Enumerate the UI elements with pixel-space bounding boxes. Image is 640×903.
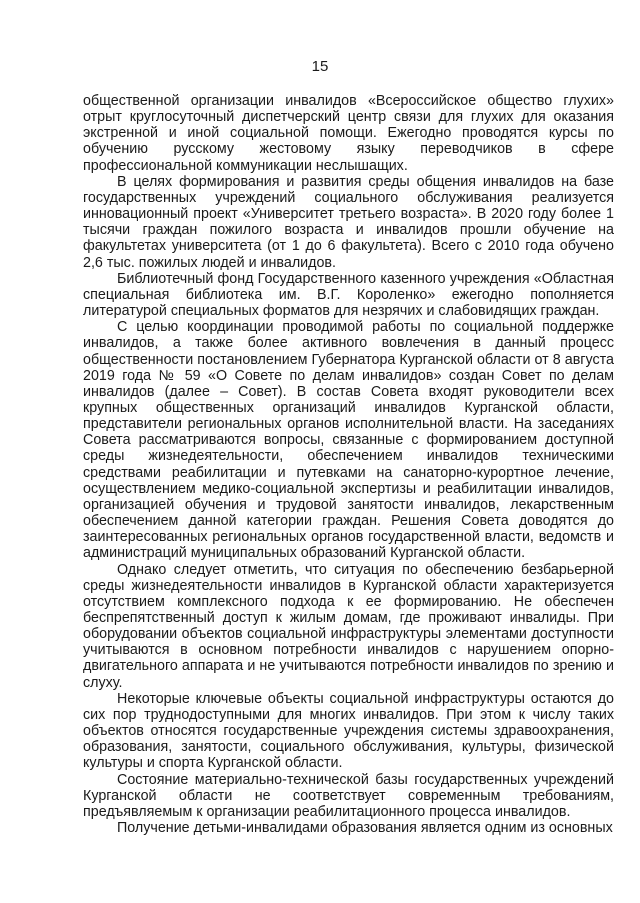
paragraph-disability-council: С целью координации проводимой работы по социальной поддержке инвалидов, а также более активного вовлечения в данный процесс общественности постановлением Губернатора Курганской области от 8 августа 2019 года № 59 «О Совете по делам инвалидов» создан Совет по делам инвалидов (далее – Совет). В состав Совета входят руководители всех крупных общественных организаций инвалидов Курганской области, представители региональных органов исполнительной власти. На заседаниях Совета рассматриваются вопросы, связанные с формированием доступной среды жизнедеятельности, обеспечением инвалидов техническими средствами реабилитации и путевками на санаторно-курортное лечение, осуществлением медико-социальной экспертизы и реабилитации инвалидов, организацией обучения и трудовой занятости инвалидов, лекарственным обеспечением данной категории граждан. Решения Совета доводятся до заинтересованных региональных органов государственной власти, ведомств и администраций муниципальных образований Курганской области. (83, 319, 614, 562)
document-body (83, 93, 614, 836)
paragraph-key-infrastructure: Некоторые ключевые объекты социальной инфраструктуры остаются до сих пор труднодоступными для многих инвалидов. При этом к числу таких объектов относятся государственные учреждения системы здравоохранения, образования, занятости, социального обслуживания, культуры, физической культуры и спорта Курганской области. (83, 690, 614, 772)
paragraph-barrier-free-environment: Однако следует отметить, что ситуация по обеспечению безбарьерной среды жизнедеятельности инвалидов в Курганской области характеризуется отсутствием комплексного подхода к ее формированию. Не обеспечен беспрепятственный доступ к жилым домам, где проживают инвалиды. При оборудовании объектов социальной инфраструктуры элементами доступности учитываются в основном потребности инвалидов с нарушением опорно-двигательного аппарата и не учитываются потребности инвалидов по зрению и слуху. (83, 561, 614, 691)
paragraph-material-base: Состояние материально-технической базы государственных учреждений Курганской области не соответствует современным требованиям, предъявляемым к организации реабилитационного процесса инвалидов. (83, 771, 614, 820)
paragraph-library-fund: Библиотечный фонд Государственного казенного учреждения «Областная специальная библиотека им. В.Г. Короленко» ежегодно пополняется литературой специальных форматов для незрячих и слабовидящих граждан. (83, 270, 614, 320)
page-number: 15 (311, 58, 329, 75)
paragraph-children-education: Получение детьми-инвалидами образования является одним из основных (117, 820, 613, 837)
paragraph-university-third-age: В целях формирования и развития среды общения инвалидов на базе государственных учреждений социального обслуживания реализуется инновационный проект «Университет третьего возраста». В 2020 году более 1 тысячи граждан пожилого возраста и инвалидов прошли обучение на факультетах университета (от 1 до 6 факультета). Всего с 2010 года обучено 2,6 тыс. пожилых людей и инвалидов. (83, 173, 614, 271)
paragraph-deaf-society-center: общественной организации инвалидов «Всероссийское общество глухих» отрыт круглосуточный диспетчерский центр связи для глухих для оказания экстренной и иной социальной помощи. Ежегодно проводятся курсы по обучению русскому жестовому языку переводчиков в сфере профессиональной коммуникации неслышащих. (83, 93, 614, 174)
